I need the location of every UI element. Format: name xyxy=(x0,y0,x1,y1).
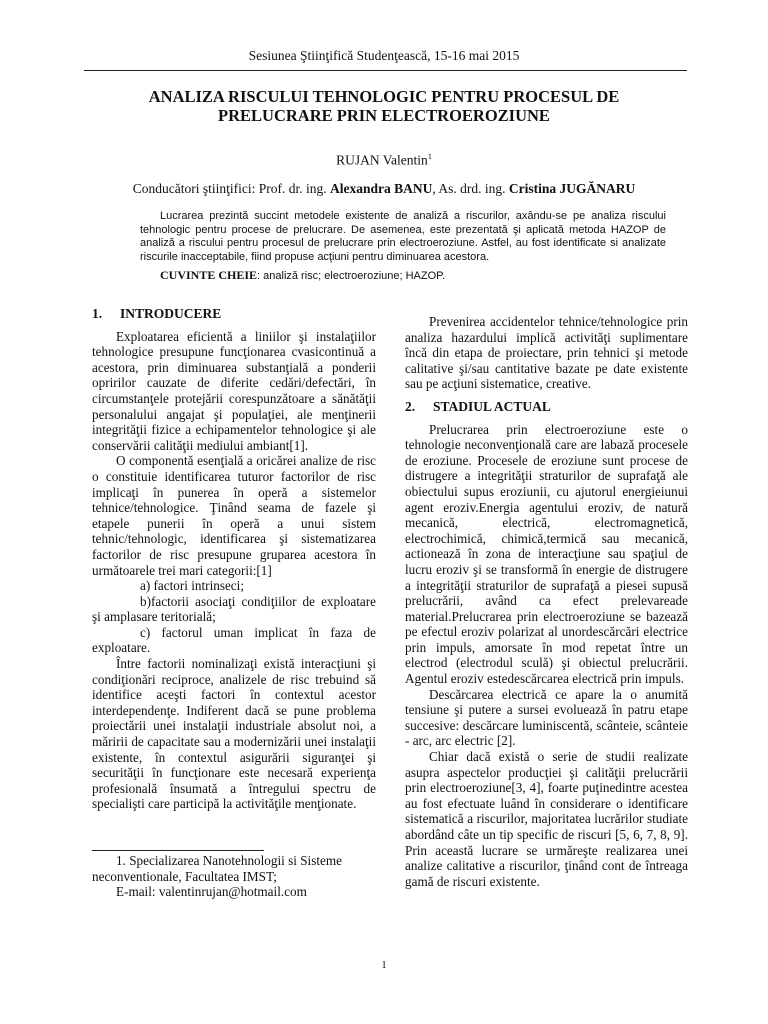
footnote xyxy=(92,853,376,900)
right-column xyxy=(405,314,688,889)
section-1-number: 1. xyxy=(92,306,103,321)
title-line-2: PRELUCRARE PRIN ELECTROEROZIUNE xyxy=(218,106,550,125)
abstract-text: Lucrarea prezintă succint metodele existente de analiză a riscurilor, axându-se pe analiza riscului tehnologic pentru procese de prelucrare. De asemenea, este prezentată şi aplicată metoda HAZOP de analiză a riscului pentru procesul de prelucrare prin electroeroziune. Astfel, au fost identificate si analizate riscurile inacceptabile, fiind propuse acţiuni pentru diminuarea acestora. xyxy=(140,210,666,263)
abstract xyxy=(140,210,666,264)
list-item-a: a) factori intrinseci; xyxy=(140,578,244,594)
advisors-middle: , As. drd. ing. xyxy=(432,181,506,196)
author-line xyxy=(84,152,684,169)
section-1-paragraph-4: Prevenirea accidentelor tehnice/tehnologice prin analiza hazardului implică activităţi suplimentare încă din etapa de proiectare, prin tehnici şi metode calitative şi/sau cantitative bazate pe date existente sau pe acţiuni sistematice, creative. xyxy=(405,314,688,392)
header-rule xyxy=(84,70,687,71)
footnote-email: E-mail: valentinrujan@hotmail.com xyxy=(116,884,307,900)
keywords xyxy=(160,269,660,283)
list-item-c-text: c) factorul uman implicat în faza de exploatare. xyxy=(92,624,376,656)
list-item-c xyxy=(92,625,376,656)
section-1-title: INTRODUCERE xyxy=(120,306,222,321)
author-name: RUJAN Valentin xyxy=(336,152,428,168)
section-2-heading xyxy=(405,399,688,415)
footnote-line-1: 1. Specializarea Nanotehnologii si Sisteme neconventionale, Facultatea IMST; xyxy=(92,853,342,884)
section-1-paragraph-2: O componentă esenţială a oricărei analize de risc o constituie identificarea tuturor factorilor de risc implicaţi în punerea în operă a sistemelor tehnice/tehnologice. Ţinând seama de fazele şi etapele punerii în operă a unui sistem tehnic/tehnologic, identificarea şi sistematizarea factorilor de risc presupune gruparea acestora în următoarele trei mari categorii:[1] xyxy=(92,453,376,578)
advisors-line xyxy=(84,181,684,197)
author-footnote-mark: 1 xyxy=(427,152,432,161)
section-2-title: STADIUL ACTUAL xyxy=(433,398,551,414)
keywords-text: : analiză risc; electroeroziune; HAZOP. xyxy=(257,270,446,282)
section-1-paragraph-3: Între factorii nominalizaţi există interacţiuni şi condiţionări reciproce, analizele de risc trebuind să identifice aceşti factori în contextul acestor interdependenţe. Indiferent dacă se pune problema proiectării unei instalaţii industriale absolut noi, a măririi de capacitate sau a modernizării unei instalaţii existente, în contextul asigurării siguranţei şi securităţii în funcţionare este necesară experienţa profesională însumată a întregului spectru de specialişti care participă la activităţile menţionate. xyxy=(92,656,376,812)
page-number: 1 xyxy=(381,959,387,971)
section-2-paragraph-1: Prelucrarea prin electroeroziune este o tehnologie neconvenţională care are labază procesele de eroziune. Procesele de eroziune sunt procese de distrugere a integrităţii straturilor de suprafaţă ale obiectului supus eroziunii, cu ajutorul energieiunui agent eroziv.Energia agentului eroziv, de natură mecanică, electrică, electromagnetică, electrochimică, chimică,termică sau mecanică, actionează în zona de interacţiune sau spaţiul de lucru eroziv şi se transformă în energie de distrugere a integrităţii straturilor de suprafaţă a piesei supusă prelucrării, având ca efect prelevareade material.Prelucrarea prin electroeroziune se bazează pe efectul eroziv polarizat al unordescărcări electrice prin impuls, amorsate în mod repetat între un electrod (electrodul sculă) şi obiectul prelucrării. Agentul eroziv estedescărcarea electrică prin impuls. xyxy=(405,421,688,687)
footnote-rule xyxy=(92,850,264,851)
left-column xyxy=(92,306,376,812)
section-2-number: 2. xyxy=(405,398,416,414)
section-1-paragraph-1: Exploatarea eficientă a liniilor şi instalaţiilor tehnologice presupune funcţionarea cvasicontinuă a acestora, prin diminuarea substanţială a ponderii opririlor cauzate de diferite cedări/defectări, în circumstanţele protejării corespunzătoare a sănătăţii personalului angajat şi populaţiei, ale menţinerii integrităţii fizice a echipamentelor tehnologice şi ale conservării calităţii mediului ambiant[1]. xyxy=(92,328,376,453)
running-head: Sesiunea Ştiinţifică Studenţească, 15-16 mai 2015 xyxy=(248,48,520,63)
list-item-b xyxy=(92,594,376,625)
advisor-2: Cristina JUGĂNARU xyxy=(508,181,636,196)
keywords-label: CUVINTE CHEIE xyxy=(160,268,258,282)
advisor-1: Alexandra BANU xyxy=(329,181,433,196)
advisors-prefix: Conducători ştiinţifici: Prof. dr. ing. xyxy=(132,181,327,196)
list-item-b-text: b)factorii asociaţi condiţiilor de exploatare şi amplasare teritorială; xyxy=(92,593,376,625)
section-2-paragraph-3: Chiar dacă există o serie de studii realizate asupra aspectelor producţiei şi calităţii prelucrării prin electroeroziune[3, 4], foarte puţinedintre acestea au fost efectuate luând în considerare o identificare sistematică a riscurilor, majoritatea lucrărilor studiate abordând câte un tip specific de riscuri [5, 6, 7, 8, 9]. Prin această lucrare se urmăreşte realizarea unei analize calitative a riscurilor, ţinând cont de întreaga gamă de riscuri existente. xyxy=(405,749,688,889)
section-1-heading xyxy=(92,306,376,322)
paper-title xyxy=(80,87,688,125)
title-line-1: ANALIZA RISCULUI TEHNOLOGIC PENTRU PROCESUL DE xyxy=(148,87,620,106)
section-2-paragraph-2: Descărcarea electrică ce apare la o anumită tensiune şi putere a sursei evoluează în patru etape succesive: descărcare luminiscentă, scânteie, scânteie - arc, arc electric [2]. xyxy=(405,686,688,749)
